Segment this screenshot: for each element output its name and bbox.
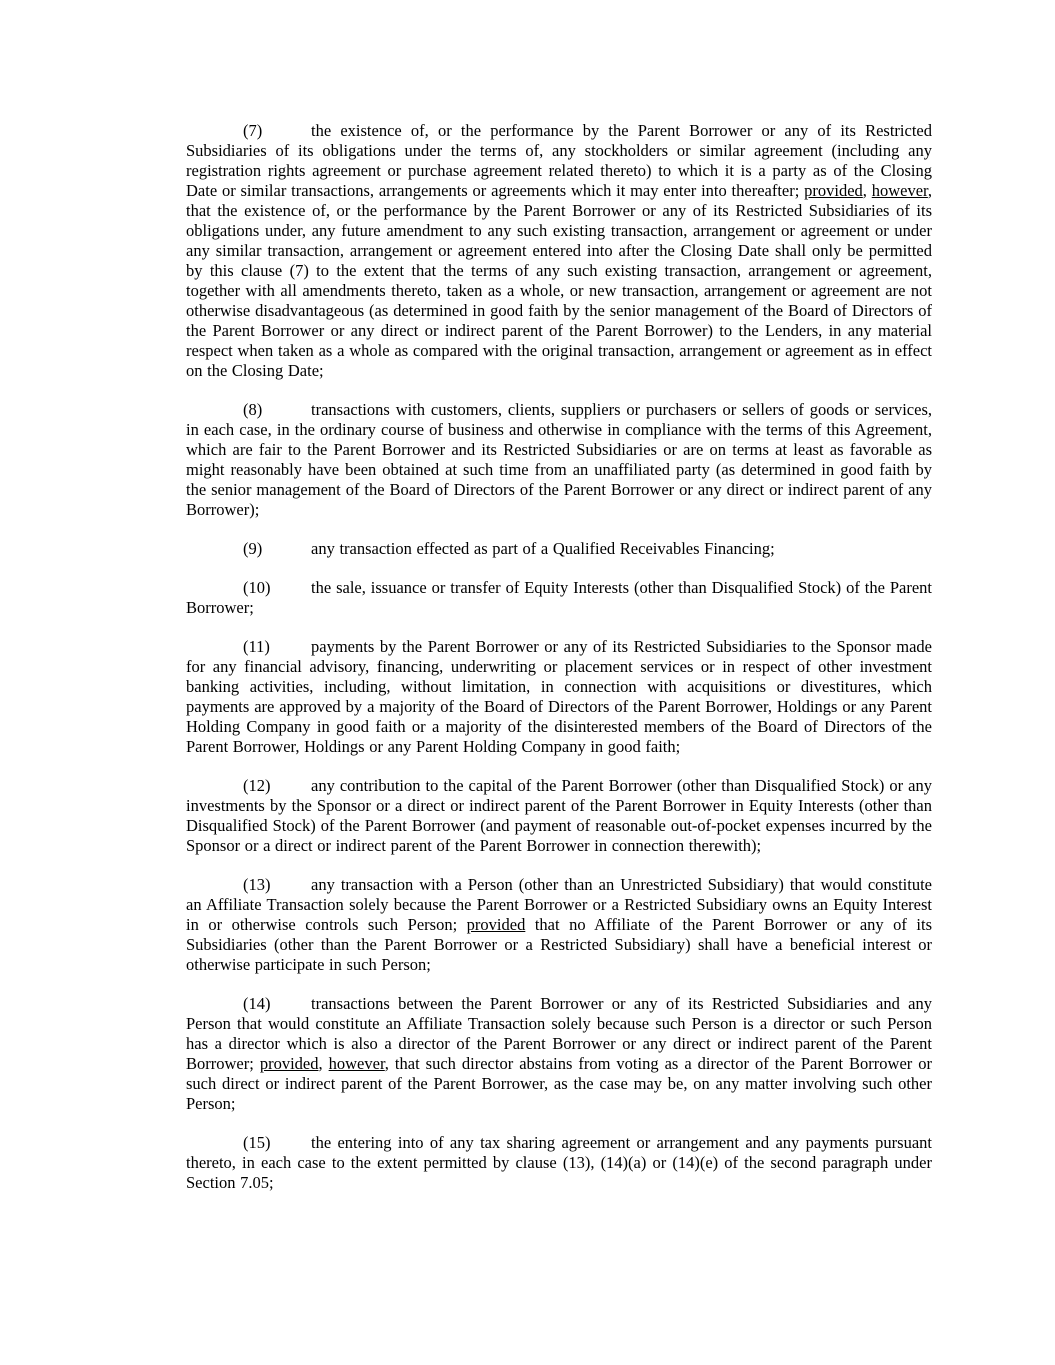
paragraph-number: (7): [243, 121, 263, 140]
paragraph-text: that no Affiliate of the Parent Borrower or any of its Subsidiaries (other than the Parent Borrower or a Restricted Subsidiary) shall have a beneficial interest or otherwise participate in such Person;: [186, 915, 932, 974]
paragraph-text: any contribution to the capital of the Parent Borrower (other than Disqualified Stock) or any investments by the Sponsor or a direct or indirect parent of the Parent Borrower in Equity Interests (other than Disqualified Stock) of the Parent Borrower (and payment of reasonable out-of-pocket expenses incurred by the Sponsor or a direct or indirect parent of the Parent Borrower in connection therewith);: [186, 776, 932, 855]
underlined-term: provided: [466, 915, 526, 934]
paragraph-text: transactions between the Parent Borrower or any of its Restricted Subsidiaries and any Person that would constitute an Affiliate Transaction solely because such Person is a director or such Person has a director which is also a director of the Parent Borrower or any direct or indirect parent of the Parent Borrower;: [186, 994, 932, 1073]
paragraph-text: the sale, issuance or transfer of Equity Interests (other than Disqualified Stock) of the Parent Borrower;: [186, 578, 932, 617]
paragraph-number: (13): [243, 875, 271, 894]
paragraph-11: [186, 637, 932, 757]
paragraph-12: [186, 776, 932, 856]
paragraph-15: [186, 1133, 932, 1193]
paragraph-number: (14): [243, 994, 271, 1013]
paragraph-13: [186, 875, 932, 975]
paragraph-list: [186, 121, 932, 1193]
paragraph-number: (11): [243, 637, 270, 656]
paragraph-number: (8): [243, 400, 263, 419]
paragraph-text: the entering into of any tax sharing agreement or arrangement and any payments pursuant thereto, in each case to the extent permitted by clause (13), (14)(a) or (14)(e) of the second paragraph under Section 7.05;: [186, 1133, 932, 1192]
paragraph-number: (10): [243, 578, 271, 597]
paragraph-text: ,: [862, 181, 872, 200]
paragraph-10: [186, 578, 932, 618]
paragraph-number: (15): [243, 1133, 271, 1152]
paragraph-8: [186, 400, 932, 520]
paragraph-text: , that the existence of, or the performance by the Parent Borrower or any of its Restricted Subsidiaries of its obligations under, any future amendment to any such existing transaction, arrangement or agreement or under any similar transaction, arrangement or agreement entered into after the Closing Date shall only be permitted by this clause (7) to the extent that the terms of any such existing transaction, arrangement or agreement, together with all amendments thereto, taken as a whole, or new transaction, arrangement or agreement are not otherwise disadvantageous (as determined in good faith by the senior management of the Board of Directors of the Parent Borrower or any direct or indirect parent of the Parent Borrower) to the Lenders, in any material respect when taken as a whole as compared with the original transaction, arrangement or agreement as in effect on the Closing Date;: [186, 181, 933, 380]
underlined-term: however: [871, 181, 928, 200]
underlined-term: however: [328, 1054, 385, 1073]
paragraph-number: (12): [243, 776, 271, 795]
paragraph-text: any transaction with a Person (other than an Unrestricted Subsidiary) that would constitute an Affiliate Transaction solely because the Parent Borrower or a Restricted Subsidiary owns an Equity Interest in or otherwise controls such Person;: [186, 875, 932, 934]
paragraph-9: [186, 539, 932, 559]
paragraph-text: the existence of, or the performance by the Parent Borrower or any of its Restricted Subsidiaries of its obligations under the terms of, any stockholders or similar agreement (including any registration rights agreement or purchase agreement related thereto) to which it is a party as of the Closing Date or similar transactions, arrangements or agreements which it may enter into thereafter;: [186, 121, 932, 200]
paragraph-text: transactions with customers, clients, suppliers or purchasers or sellers of goods or services, in each case, in the ordinary course of business and otherwise in compliance with the terms of this Agreement, which are fair to the Parent Borrower and its Restricted Subsidiaries or are on terms at least as favorable as might reasonably have been obtained at such time from an unaffiliated party (as determined in good faith by the senior management of the Board of Directors of the Parent Borrower or any direct or indirect parent of any Borrower);: [186, 400, 932, 519]
paragraph-text: any transaction effected as part of a Qualified Receivables Financing;: [311, 539, 775, 558]
paragraph-number: (9): [243, 539, 263, 558]
paragraph-text: ,: [318, 1054, 329, 1073]
underlined-term: provided: [259, 1054, 319, 1073]
paragraph-14: [186, 994, 932, 1114]
paragraph-text: payments by the Parent Borrower or any of its Restricted Subsidiaries to the Sponsor made for any financial advisory, financing, underwriting or placement services or in respect of other investment banking activities, including, without limitation, in connection with acquisitions or divestitures, which payments are approved by a majority of the Board of Directors of the Parent Borrower, Holdings or any Parent Holding Company in good faith or a majority of the disinterested members of the Board of Directors of the Parent Borrower, Holdings or any Parent Holding Company in good faith;: [186, 637, 932, 756]
paragraph-7: [186, 121, 932, 381]
paragraph-text: , that such director abstains from voting as a director of the Parent Borrower or such direct or indirect parent of the Parent Borrower, as the case may be, on any matter involving such other Person;: [186, 1054, 933, 1113]
underlined-term: provided: [804, 181, 863, 200]
